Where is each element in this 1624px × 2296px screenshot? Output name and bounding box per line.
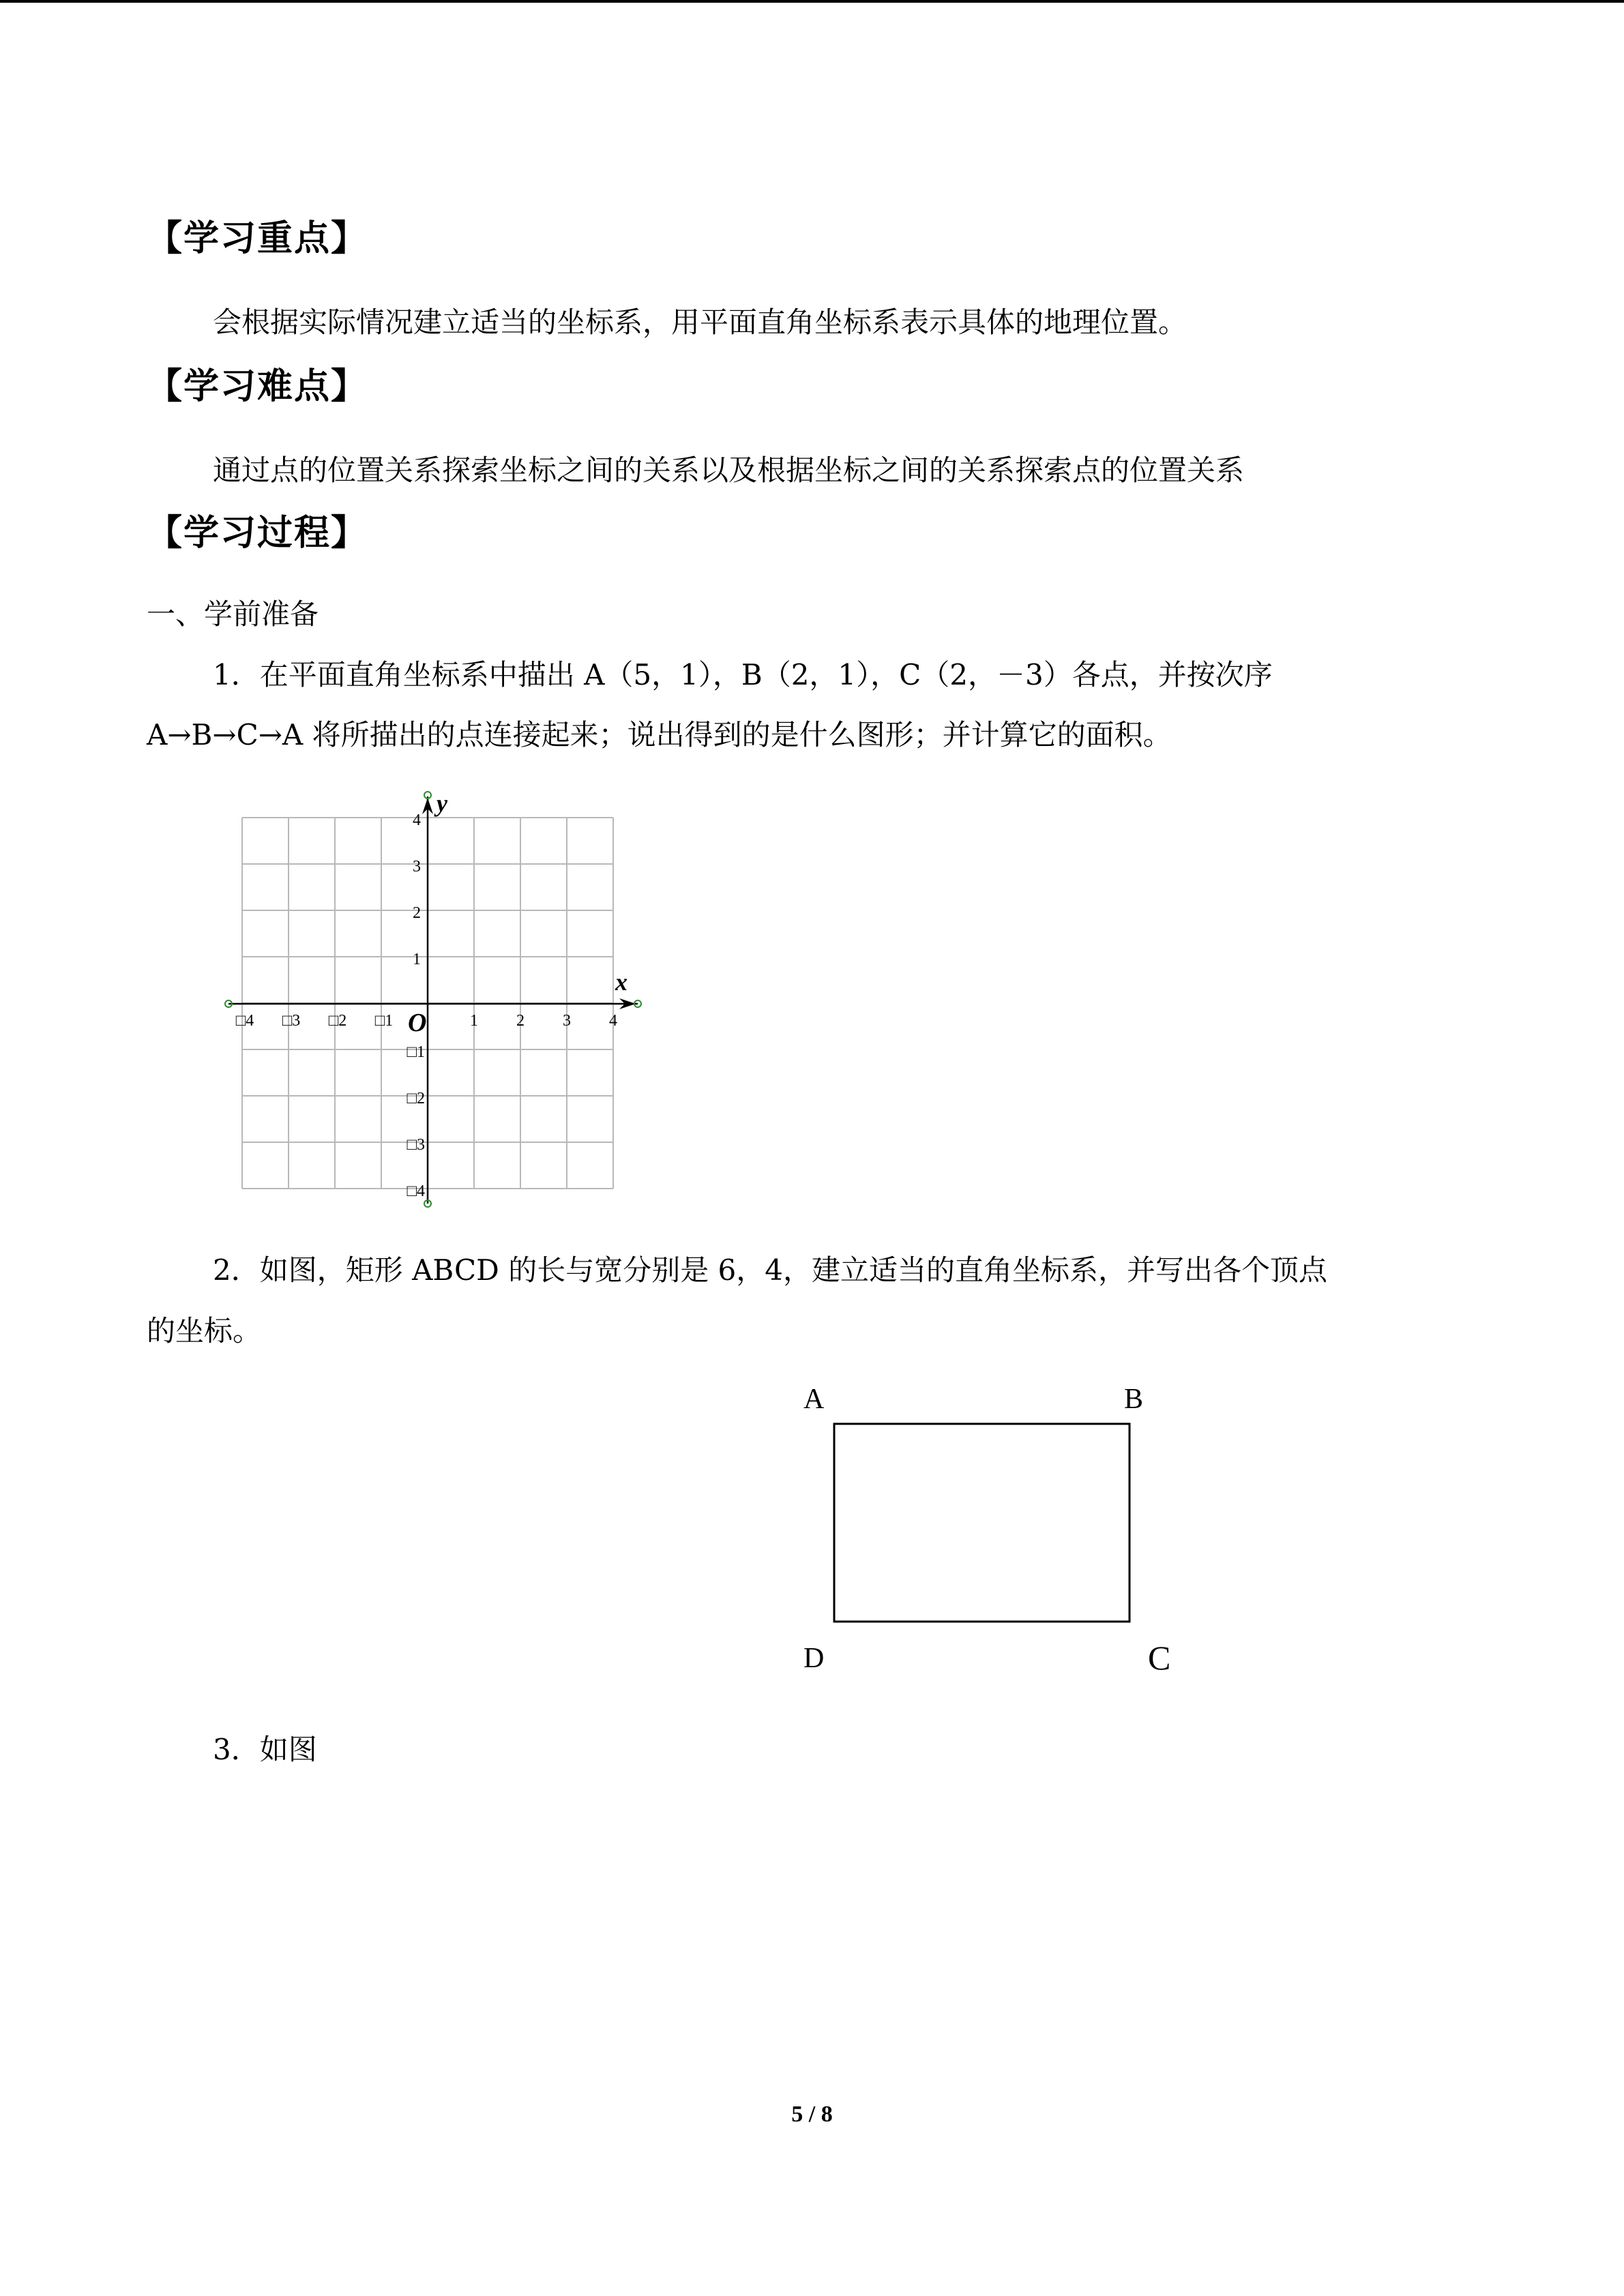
prep-section-title: 一、学前准备: [147, 597, 319, 631]
question-1-line-1: 1．在平面直角坐标系中描出 A（5，1），B（2，1），C（2，－3）各点，并按次序: [213, 658, 1273, 691]
vertex-label-c: C: [1148, 1639, 1171, 1677]
x-tick-label-negative: □2: [328, 1012, 347, 1030]
y-tick-label-positive: 1: [413, 951, 421, 968]
question-3: 3．如图: [213, 1733, 317, 1766]
rectangle-abcd: [834, 1424, 1130, 1622]
coordinate-grid-figure: [218, 784, 655, 1214]
y-tick-label-negative: □4: [407, 1182, 425, 1200]
origin-label: O: [408, 1009, 427, 1037]
page-number: 5 / 8: [791, 2102, 833, 2127]
x-tick-label-negative: □3: [282, 1012, 301, 1030]
top-border: [0, 0, 1624, 3]
learning-focus-text: 会根据实际情况建立适当的坐标系，用平面直角坐标系表示具体的地理位置。: [213, 305, 1187, 339]
x-tick-label-positive: 3: [563, 1012, 571, 1030]
x-tick-label-negative: □4: [235, 1012, 254, 1030]
vertex-label-b: B: [1124, 1384, 1144, 1415]
y-tick-label-negative: □1: [407, 1043, 425, 1061]
x-tick-label-negative: □1: [374, 1012, 394, 1030]
question-1-line-2: A→B→C→A 将所描出的点连接起来；说出得到的是什么图形；并计算它的面积。: [147, 718, 1172, 751]
vertex-label-d: D: [803, 1643, 825, 1674]
heading-learning-difficulty: 【学习难点】: [147, 366, 368, 407]
y-tick-label-negative: □2: [407, 1090, 425, 1107]
x-tick-label-positive: 1: [470, 1012, 478, 1030]
x-axis-label: x: [615, 968, 628, 996]
y-tick-label-negative: □3: [407, 1136, 425, 1154]
learning-difficulty-text: 通过点的位置关系探索坐标之间的关系以及根据坐标之间的关系探索点的位置关系: [213, 453, 1245, 487]
y-axis-label: y: [437, 790, 447, 817]
y-tick-label-positive: 2: [413, 904, 421, 922]
vertex-label-a: A: [803, 1384, 825, 1415]
y-tick-label-positive: 3: [413, 858, 421, 876]
heading-learning-focus: 【学习重点】: [147, 218, 368, 259]
rectangle-abcd-figure: [791, 1371, 1200, 1691]
heading-learning-process: 【学习过程】: [147, 513, 368, 554]
question-2-line-2: 的坐标。: [147, 1314, 262, 1347]
x-tick-label-positive: 2: [516, 1012, 525, 1030]
question-2-line-1: 2．如图，矩形 ABCD 的长与宽分别是 6，4，建立适当的直角坐标系，并写出各个顶点: [213, 1253, 1328, 1287]
x-tick-label-positive: 4: [609, 1012, 617, 1030]
y-tick-label-positive: 4: [413, 811, 421, 829]
